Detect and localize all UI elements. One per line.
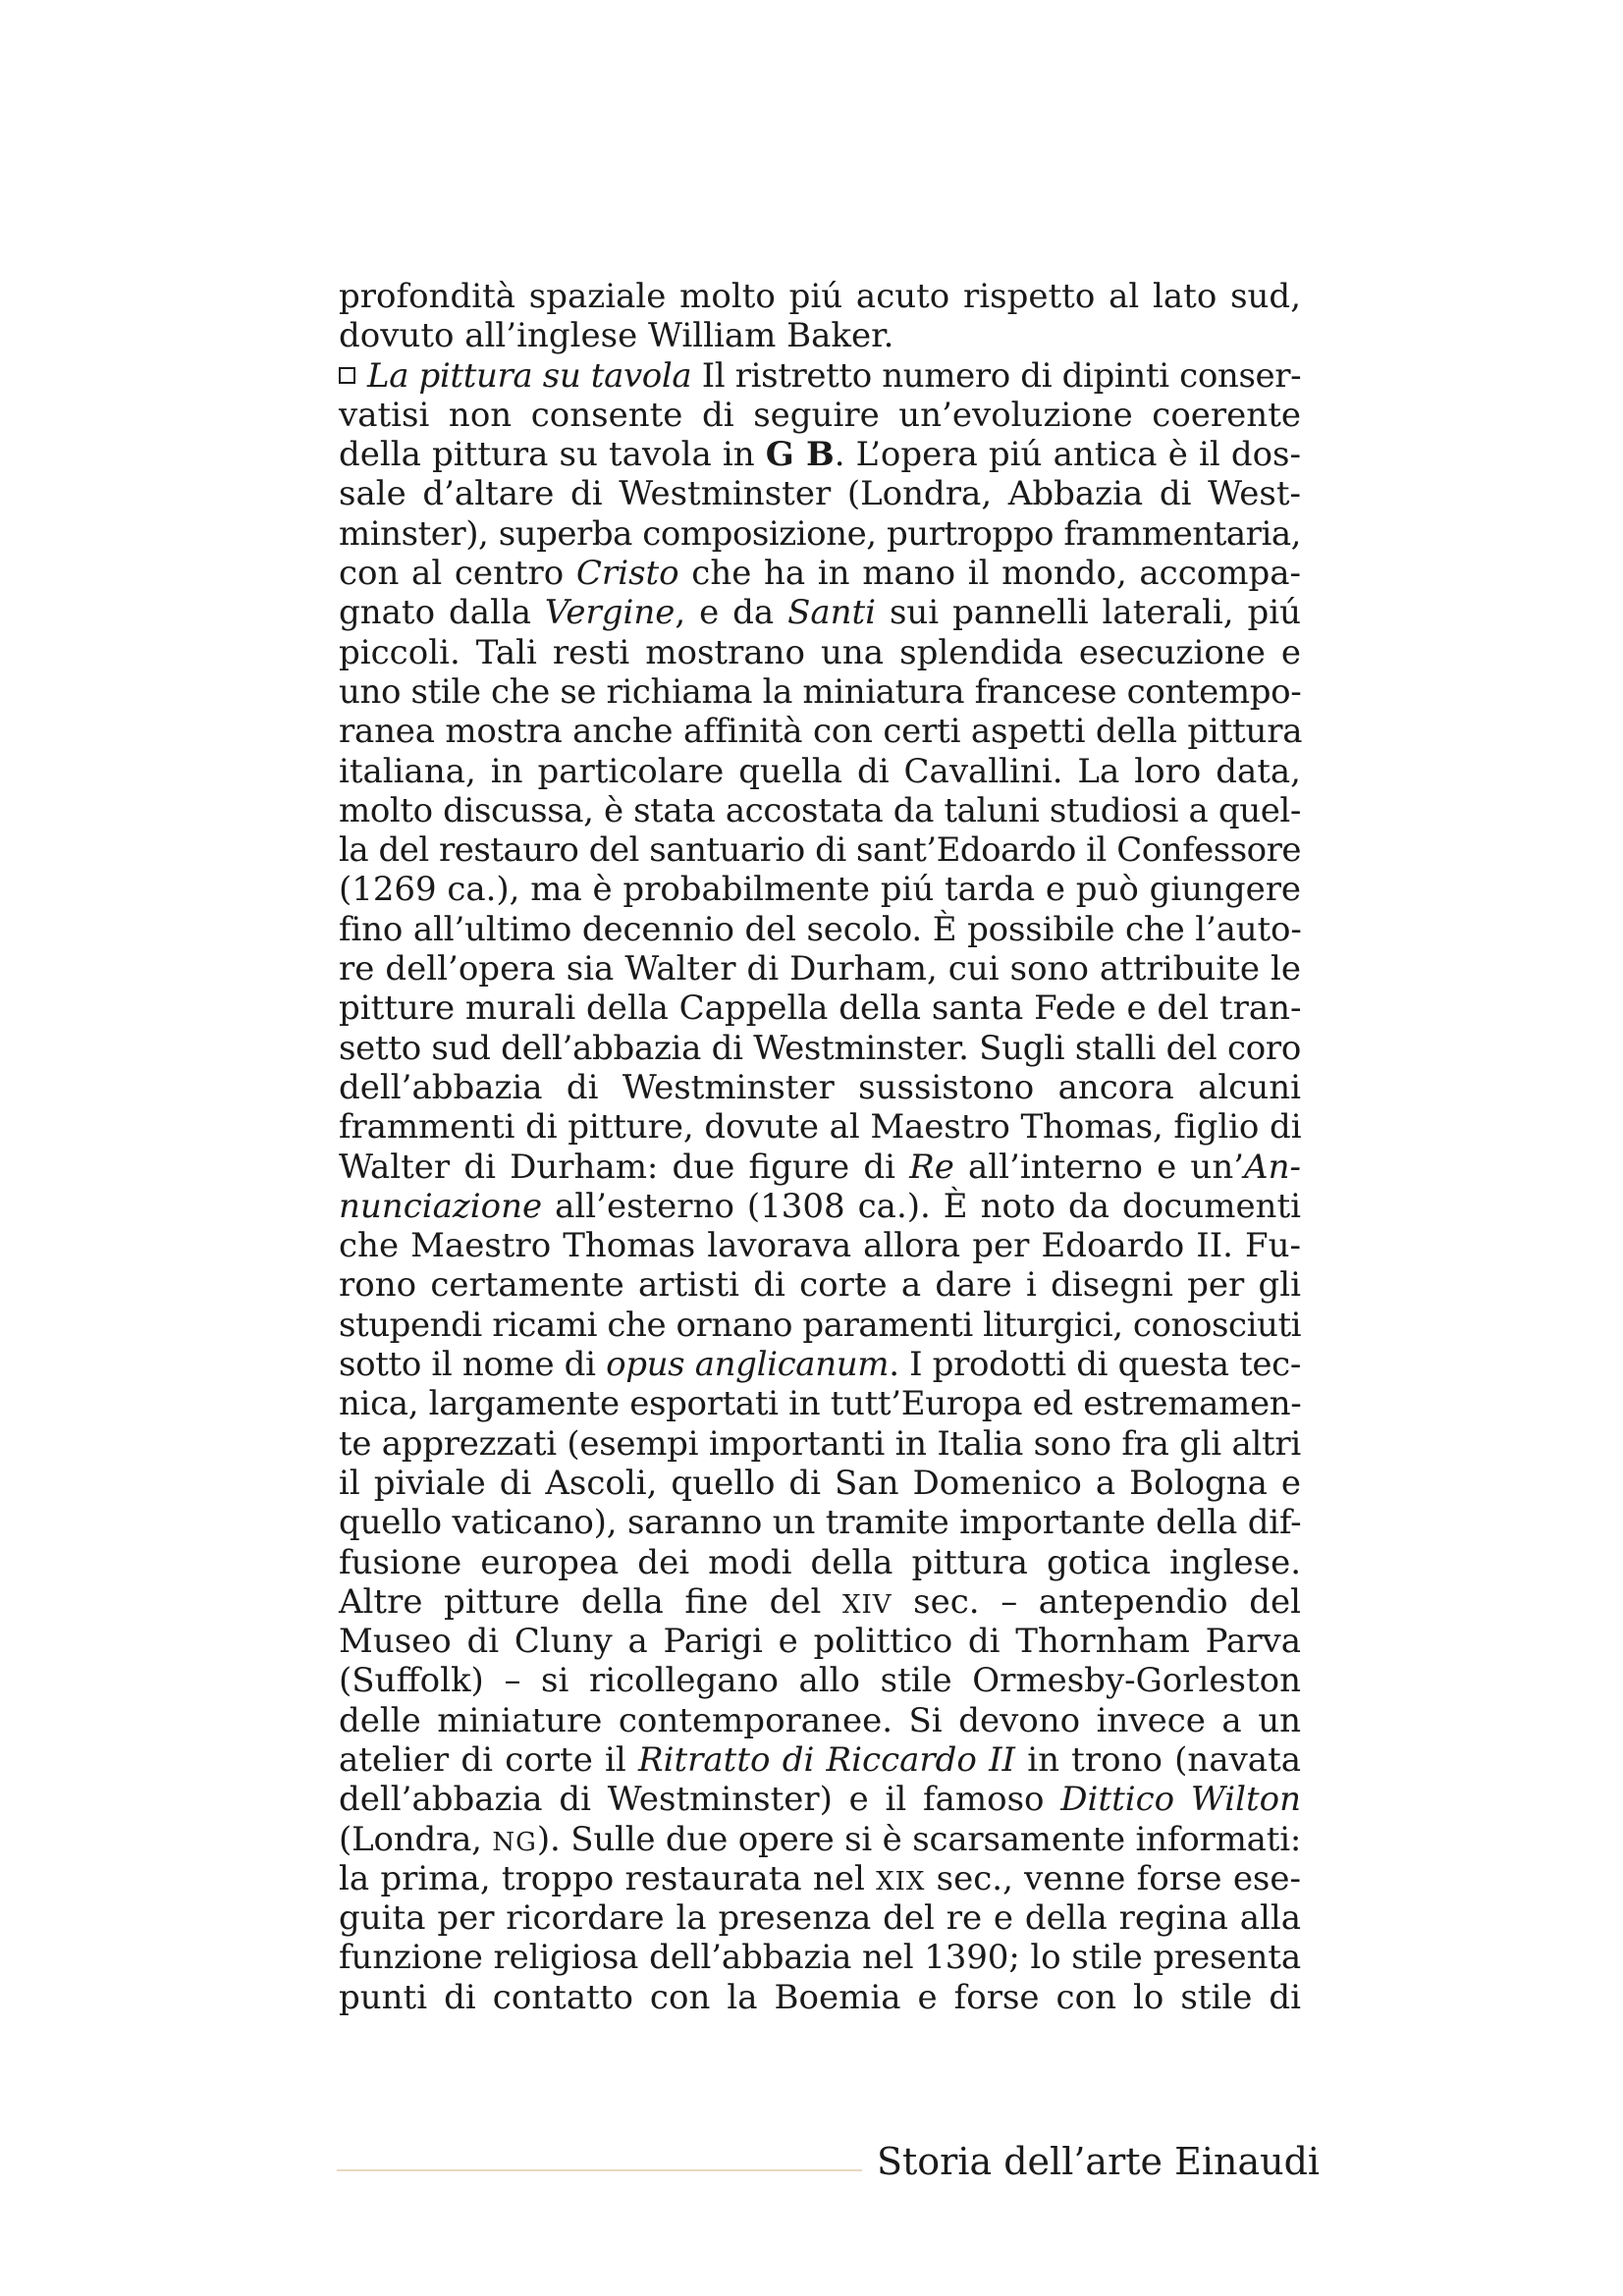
- text-line: [339, 1424, 1301, 1464]
- text-fragment: ). Sulle due opere si è scarsamente informati:: [536, 1819, 1302, 1859]
- text-fragment: della pittura su tavola in: [339, 435, 766, 475]
- text-line: [339, 1384, 1301, 1423]
- text-line: [339, 1029, 1301, 1068]
- text-fragment: italiana, in particolare quella di Cavallini. La loro data,: [339, 751, 1301, 791]
- text-line: [339, 949, 1301, 988]
- text-fragment: Ritratto di Riccardo II: [638, 1739, 1015, 1780]
- text-line: [339, 1345, 1301, 1384]
- text-fragment: G B: [765, 435, 835, 475]
- text-line: [339, 1068, 1301, 1107]
- text-line: [339, 1780, 1301, 1819]
- text-fragment: sale d’altare di Westminster (Londra, Abbazia di West-: [339, 474, 1301, 514]
- text-fragment: nica, largamente esportati in tutt’Europa ed estremamen-: [339, 1384, 1302, 1424]
- text-fragment: re dell’opera sia Walter di Durham, cui sono attribuite le: [339, 949, 1301, 989]
- text-fragment: sec. – antependio del: [892, 1581, 1301, 1622]
- text-line: [339, 1543, 1301, 1582]
- text-line: [339, 1503, 1301, 1542]
- text-fragment: piccoli. Tali resti mostrano una splendida esecuzione e: [339, 632, 1301, 672]
- text-fragment: . L’opera piú antica è il dos-: [834, 435, 1301, 475]
- text-fragment: molto discussa, è stata accostata da taluni studiosi a quel-: [339, 790, 1301, 830]
- text-fragment: opus anglicanum: [606, 1345, 890, 1385]
- text-line: [339, 514, 1301, 554]
- text-line: [339, 988, 1301, 1028]
- text-line: [339, 1107, 1301, 1147]
- text-fragment: minster), superba composizione, purtroppo frammentaria,: [339, 513, 1301, 554]
- text-fragment: fusione europea dei modi della pittura gotica inglese.: [339, 1542, 1301, 1582]
- text-fragment: XIX: [876, 1866, 926, 1896]
- text-fragment: gnato dalla: [339, 593, 545, 633]
- text-fragment: fino all’ultimo decennio del secolo. È possibile che l’auto-: [339, 909, 1302, 949]
- text-fragment: stupendi ricami che ornano paramenti liturgici, conosciuti: [339, 1305, 1302, 1345]
- text-fragment: XIV: [842, 1589, 893, 1620]
- text-fragment: pitture murali della Cappella della santa Fede e del tran-: [339, 988, 1302, 1029]
- text-line: [339, 1582, 1301, 1622]
- text-fragment: te apprezzati (esempi importanti in Italia sono fra gli altri: [339, 1423, 1301, 1464]
- text-line: [339, 277, 1301, 316]
- text-fragment: sec., venne forse ese-: [925, 1858, 1301, 1898]
- text-fragment: Il ristretto numero di dipinti conser-: [691, 355, 1302, 396]
- text-fragment: il piviale di Ascoli, quello di San Domenico a Bologna e: [339, 1463, 1301, 1503]
- section-marker-icon: [339, 367, 355, 384]
- text-fragment: Re: [909, 1147, 954, 1187]
- text-fragment: in trono (navata: [1014, 1739, 1302, 1780]
- text-line: [339, 672, 1301, 712]
- text-line: [339, 593, 1301, 632]
- text-line: [339, 1306, 1301, 1345]
- footer-rule: [337, 2169, 862, 2171]
- text-fragment: all’esterno (1308 ca.). È noto da documenti: [542, 1186, 1301, 1226]
- text-line: [339, 1859, 1301, 1898]
- text-fragment: quello vaticano), saranno un tramite importante della dif-: [339, 1503, 1302, 1543]
- text-fragment: . I prodotti di questa tec-: [889, 1345, 1302, 1385]
- body-text: [339, 277, 1301, 2017]
- text-fragment: dell’abbazia di Westminster) e il famoso: [339, 1780, 1061, 1820]
- text-line: [339, 1661, 1301, 1700]
- text-fragment: La pittura su tavola: [367, 355, 692, 396]
- text-fragment: all’interno e un’: [953, 1147, 1245, 1187]
- text-fragment: (1269 ca.), ma è probabilmente piú tarda e può giungere: [339, 870, 1301, 910]
- text-line: [339, 830, 1301, 870]
- text-fragment: uno stile che se richiama la miniatura francese contempo-: [339, 671, 1302, 712]
- text-line: [339, 1464, 1301, 1503]
- text-fragment: ranea mostra anche affinità con certi aspetti della pittura: [339, 712, 1303, 752]
- text-line: [339, 910, 1301, 949]
- text-fragment: Dittico Wilton: [1060, 1780, 1301, 1820]
- text-fragment: NG: [492, 1827, 537, 1857]
- text-fragment: dovuto all’inglese William Baker.: [339, 316, 894, 356]
- text-fragment: punti di contatto con la Boemia e forse con lo stile di: [339, 1977, 1301, 2017]
- text-fragment: Santi: [787, 593, 877, 633]
- text-fragment: dell’abbazia di Westminster sussistono ancora alcuni: [339, 1067, 1301, 1107]
- text-line: [339, 712, 1301, 751]
- text-fragment: setto sud dell’abbazia di Westminster. Sugli stalli del coro: [339, 1028, 1301, 1068]
- text-line: [339, 752, 1301, 791]
- text-line: [339, 474, 1301, 513]
- text-line: [339, 1265, 1301, 1305]
- text-fragment: sui pannelli laterali, piú: [876, 593, 1301, 633]
- text-fragment: delle miniature contemporanee. Si devono invece a un: [339, 1700, 1301, 1740]
- text-line: [339, 791, 1301, 830]
- text-fragment: guita per ricordare la presenza del re e della regina alla: [339, 1898, 1301, 1939]
- text-fragment: vatisi non consente di seguire un’evoluzione coerente: [339, 395, 1301, 435]
- text-line: [339, 396, 1301, 435]
- text-fragment: Walter di Durham: due figure di: [339, 1147, 910, 1187]
- text-line: [339, 316, 1301, 355]
- text-fragment: Altre pitture della fine del: [339, 1581, 843, 1622]
- text-fragment: , e da: [675, 593, 788, 633]
- text-line: [339, 1187, 1301, 1226]
- text-line: [339, 1622, 1301, 1661]
- text-fragment: nunciazione: [339, 1186, 543, 1226]
- text-line: [339, 1148, 1301, 1187]
- text-fragment: che ha in mano il mondo, accompa-: [678, 554, 1301, 594]
- text-fragment: rono certamente artisti di corte a dare i disegni per gli: [339, 1265, 1301, 1306]
- text-line: [339, 356, 1301, 396]
- text-fragment: (Suffolk) – si ricollegano allo stile Ormesby-Gorleston: [339, 1661, 1301, 1701]
- text-fragment: la prima, troppo restaurata nel: [339, 1858, 877, 1898]
- footer-title: Storia dell’arte Einaudi: [877, 2140, 1321, 2183]
- text-fragment: (Londra,: [339, 1819, 493, 1859]
- text-line: [339, 1226, 1301, 1265]
- text-fragment: Cristo: [575, 554, 679, 594]
- text-fragment: Vergine: [544, 593, 676, 633]
- text-fragment: profondità spaziale molto piú acuto rispetto al lato sud,: [339, 277, 1301, 316]
- text-fragment: con al centro: [339, 554, 576, 594]
- text-line: [339, 1820, 1301, 1859]
- text-fragment: sotto il nome di: [339, 1345, 607, 1385]
- text-fragment: la del restauro del santuario di sant’Edoardo il Confessore: [339, 830, 1301, 871]
- text-fragment: An-: [1244, 1147, 1301, 1187]
- text-fragment: atelier di corte il: [339, 1739, 639, 1780]
- text-line: [339, 870, 1301, 909]
- text-line: [339, 1740, 1301, 1780]
- text-fragment: frammenti di pitture, dovute al Maestro Thomas, figlio di: [339, 1107, 1302, 1148]
- text-line: [339, 633, 1301, 672]
- text-line: [339, 1938, 1301, 1977]
- text-line: [339, 1978, 1301, 2017]
- text-fragment: che Maestro Thomas lavorava allora per Edoardo II. Fu-: [339, 1226, 1301, 1266]
- text-line: [339, 1701, 1301, 1740]
- text-line: [339, 435, 1301, 474]
- text-line: [339, 554, 1301, 593]
- text-line: [339, 1898, 1301, 1938]
- text-fragment: Museo di Cluny a Parigi e polittico di Thornham Parva: [339, 1622, 1301, 1662]
- text-fragment: funzione religiosa dell’abbazia nel 1390; lo stile presenta: [339, 1938, 1301, 1978]
